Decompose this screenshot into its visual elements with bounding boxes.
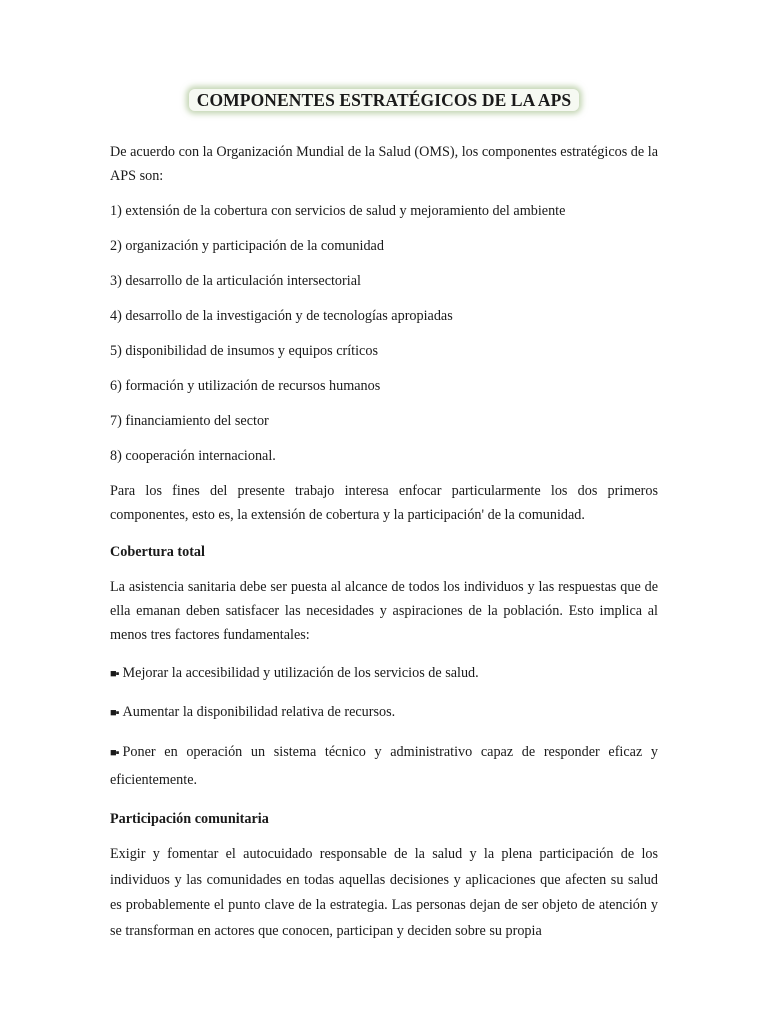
component-item-8: 8) cooperación internacional. [110, 448, 276, 464]
bullet-text: Mejorar la accesibilidad y utilización de los servicios de salud. [122, 665, 479, 681]
bullet-icon: ■▪ [110, 668, 119, 680]
component-item-1: 1) extensión de la cobertura con servicios de salud y mejoramiento del ambiente [110, 203, 566, 219]
focus-paragraph: Para los fines del presente trabajo interesa enfocar particularmente los dos primeros componentes, esto es, la extensión de cobertura y la participación' de la comunidad. [110, 483, 658, 523]
bullet-icon: ■▪ [110, 707, 119, 719]
participation-heading: Participación comunitaria [110, 811, 269, 827]
component-item-7: 7) financiamiento del sector [110, 413, 269, 429]
title-container [110, 0, 658, 140]
bullet-text: Aumentar la disponibilidad relativa de recursos. [122, 704, 396, 720]
bullet-icon: ■▪ [110, 747, 119, 759]
component-item-5: 5) disponibilidad de insumos y equipos críticos [110, 343, 378, 359]
coverage-bullet-3 [110, 739, 658, 794]
participation-paragraph: Exigir y fomentar el autocuidado responsable de la salud y la plena participación de los individuos y las comunidades en todas aquellas decisiones y aplicaciones que afecten su salud es probablemente el punto clave de la estrategia. Las personas dejan de ser objeto de atención y se transforman en actores que conocen, participan y deciden sobre su propia [110, 846, 658, 939]
intro-paragraph: De acuerdo con la Organización Mundial de la Salud (OMS), los componentes estratégicos de la APS son: [110, 144, 658, 184]
component-item-4: 4) desarrollo de la investigación y de tecnologías apropiadas [110, 308, 453, 324]
component-item-6: 6) formación y utilización de recursos humanos [110, 378, 381, 394]
component-item-2: 2) organización y participación de la comunidad [110, 238, 384, 254]
coverage-heading: Cobertura total [110, 544, 205, 560]
coverage-paragraph: La asistencia sanitaria debe ser puesta al alcance de todos los individuos y las respuestas que de ella emanan deben satisfacer las necesidades y aspiraciones de la población. Esto implica al menos tres factores fundamentales: [110, 579, 658, 643]
document-title: COMPONENTES ESTRATÉGICOS DE LA APS [189, 89, 580, 111]
coverage-bullet-2 [110, 700, 658, 725]
component-item-3: 3) desarrollo de la articulación intersectorial [110, 273, 361, 289]
bullet-text: Poner en operación un sistema técnico y administrativo capaz de responder eficaz y eficientemente. [110, 744, 658, 788]
coverage-bullet-1 [110, 661, 658, 686]
